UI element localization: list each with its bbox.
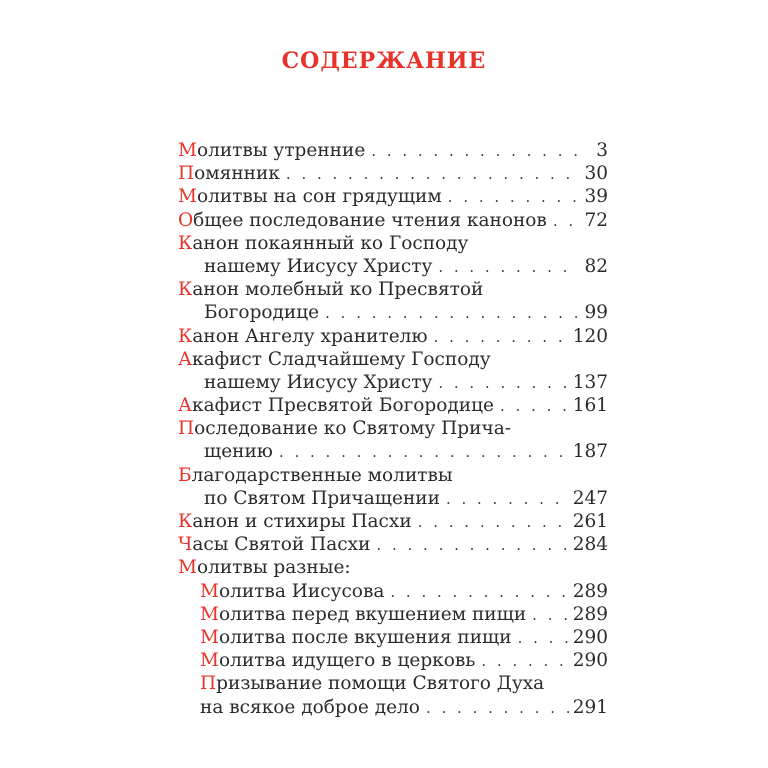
page-number: 247: [572, 487, 608, 509]
toc-entry-title: Богородице: [204, 302, 320, 324]
toc-entry: [178, 487, 608, 510]
toc-entry: [178, 556, 608, 579]
page-number: 120: [572, 325, 608, 347]
toc-entry: [178, 626, 608, 649]
red-initial-letter: Б: [178, 464, 192, 486]
page-number: 39: [584, 186, 608, 208]
page-number: 72: [584, 209, 608, 231]
toc-entry-title: анон Ангелу хранителю: [192, 325, 428, 347]
toc-entry: [178, 533, 608, 556]
red-initial-letter: К: [178, 232, 193, 254]
toc-entry: [178, 255, 608, 278]
toc-entry-text: [200, 603, 526, 626]
page-number: 99: [584, 302, 608, 324]
toc-entry: [178, 510, 608, 533]
toc-entry-title: по Святом Причащении: [204, 487, 440, 509]
page-number: 290: [572, 626, 608, 648]
toc-entry-title: анон покаянный ко Господу: [192, 232, 469, 254]
red-initial-letter: М: [200, 626, 219, 648]
toc-entry-text: [200, 696, 420, 719]
toc-entry-title: омянник: [194, 163, 280, 185]
toc-entry-title: щению: [204, 441, 273, 463]
toc-entry-text: [178, 232, 468, 255]
toc-entry-title: кафист Пресвятой Богородице: [192, 395, 494, 417]
toc-entry-text: [178, 278, 483, 301]
toc-entry-title: анон и стихиры Пасхи: [192, 511, 412, 532]
red-initial-letter: К: [178, 325, 193, 347]
red-initial-letter: М: [178, 140, 197, 161]
toc-entry-text: [178, 394, 494, 417]
toc-entry: [178, 672, 608, 695]
toc-entry-title: нашему Иисусу Христу: [204, 371, 433, 393]
toc-entry: [178, 325, 608, 348]
toc-entry-text: [178, 556, 351, 579]
page-number: 289: [572, 580, 608, 602]
page-number: 261: [572, 511, 608, 532]
dot-leader: [390, 581, 568, 604]
red-initial-letter: П: [178, 163, 195, 185]
dot-leader: [438, 372, 568, 395]
dot-leader: [279, 441, 569, 464]
page-number: 291: [572, 696, 608, 718]
toc-entry-title: олитвы разные:: [196, 557, 351, 579]
toc-entry-title: лагодарственные молитвы: [191, 464, 453, 486]
toc-entry-title: ризывание помощи Святого Духа: [216, 673, 545, 695]
red-initial-letter: М: [200, 650, 219, 672]
dot-leader: [371, 140, 578, 163]
toc-entry-title: олитва Иисусова: [218, 580, 385, 602]
toc-entry: [178, 348, 608, 371]
toc-entry-text: [178, 325, 428, 348]
toc-entry-text: [200, 580, 384, 603]
toc-entry-text: [200, 626, 512, 649]
red-initial-letter: А: [178, 348, 193, 370]
page-number: 82: [584, 255, 608, 277]
dot-leader: [418, 511, 569, 534]
dot-leader: [438, 256, 578, 279]
toc-entry: [178, 209, 608, 232]
toc-entry: [178, 580, 608, 603]
page-number: 137: [572, 371, 608, 393]
toc-entry-title: на всякое доброе дело: [200, 696, 420, 718]
page-title: СОДЕРЖАНИЕ: [281, 48, 487, 74]
dot-leader: [426, 697, 569, 720]
toc-entry: [178, 603, 608, 626]
toc-entry-text: [204, 255, 432, 278]
red-initial-letter: М: [200, 580, 219, 602]
dot-leader: [325, 302, 578, 325]
toc-entry-text: [200, 649, 475, 672]
toc-entry: [178, 232, 608, 255]
red-initial-letter: П: [200, 673, 217, 695]
toc-entry-title: олитвы утренние: [196, 140, 366, 161]
toc-entry-text: [204, 371, 432, 394]
dot-leader: [481, 650, 568, 673]
toc-entry-title: оследование ко Святому Прича-: [194, 418, 511, 440]
dot-leader: [448, 186, 578, 209]
page-number: 187: [572, 441, 608, 463]
toc-entry: [178, 417, 608, 440]
red-initial-letter: А: [178, 395, 193, 417]
dot-leader: [376, 534, 568, 557]
red-initial-letter: Ч: [178, 534, 193, 556]
dot-leader: [500, 395, 569, 418]
toc-entry-text: [178, 348, 491, 371]
dot-leader: [532, 604, 569, 627]
toc-entry-title: бщее последование чтения канонов: [193, 209, 547, 231]
toc-entry-text: [178, 417, 511, 440]
toc-entry: [178, 185, 608, 208]
toc-entry-title: олитвы на сон грядущим: [196, 186, 442, 208]
toc-entry: [178, 139, 608, 162]
toc-entry-text: [178, 510, 412, 533]
toc-entry-title: олитва идущего в церковь: [218, 650, 476, 672]
dot-leader: [434, 326, 569, 349]
toc-entry-title: олитва перед вкушением пищи: [218, 603, 527, 625]
toc-entry-title: кафист Сладчайшему Господу: [192, 348, 491, 370]
toc-entry: [178, 464, 608, 487]
page-number: 3: [596, 140, 608, 161]
dot-leader: [518, 627, 569, 650]
red-initial-letter: К: [178, 279, 193, 301]
dot-leader: [553, 210, 578, 233]
toc-entry-text: [178, 533, 370, 556]
toc-entry-text: [178, 185, 442, 208]
toc-entry-text: [204, 301, 319, 324]
toc-entry: [178, 278, 608, 301]
toc-entry-text: [178, 162, 280, 185]
toc-entry-text: [204, 487, 440, 510]
toc-entry-text: [204, 440, 273, 463]
red-initial-letter: К: [178, 511, 193, 532]
toc-entry: [178, 440, 608, 463]
page-number: 289: [572, 603, 608, 625]
toc-entry-title: анон молебный ко Пресвятой: [192, 279, 484, 301]
toc-entry: [178, 649, 608, 672]
page-number: 30: [584, 163, 608, 185]
red-initial-letter: М: [200, 603, 219, 625]
toc-entry-title: олитва после вкушения пищи: [218, 626, 512, 648]
red-initial-letter: П: [178, 418, 195, 440]
red-initial-letter: О: [178, 209, 194, 231]
red-initial-letter: М: [178, 186, 197, 208]
toc-entry: [178, 696, 608, 719]
dot-leader: [446, 488, 569, 511]
toc-entry: [178, 394, 608, 417]
toc-entry-text: [178, 139, 365, 162]
toc-entry-text: [178, 209, 547, 232]
toc-entry: [178, 162, 608, 185]
dot-leader: [286, 163, 578, 186]
toc-entry: [178, 371, 608, 394]
page-number: 161: [572, 395, 608, 417]
table-of-contents: [178, 139, 608, 719]
toc-entry-text: [200, 672, 544, 695]
page-number: 284: [572, 534, 608, 556]
page-number: 290: [572, 650, 608, 672]
red-initial-letter: М: [178, 557, 197, 579]
toc-entry-title: асы Святой Пасхи: [192, 534, 371, 556]
toc-entry-title: нашему Иисусу Христу: [204, 255, 433, 277]
toc-entry: [178, 301, 608, 324]
toc-entry-text: [178, 464, 453, 487]
